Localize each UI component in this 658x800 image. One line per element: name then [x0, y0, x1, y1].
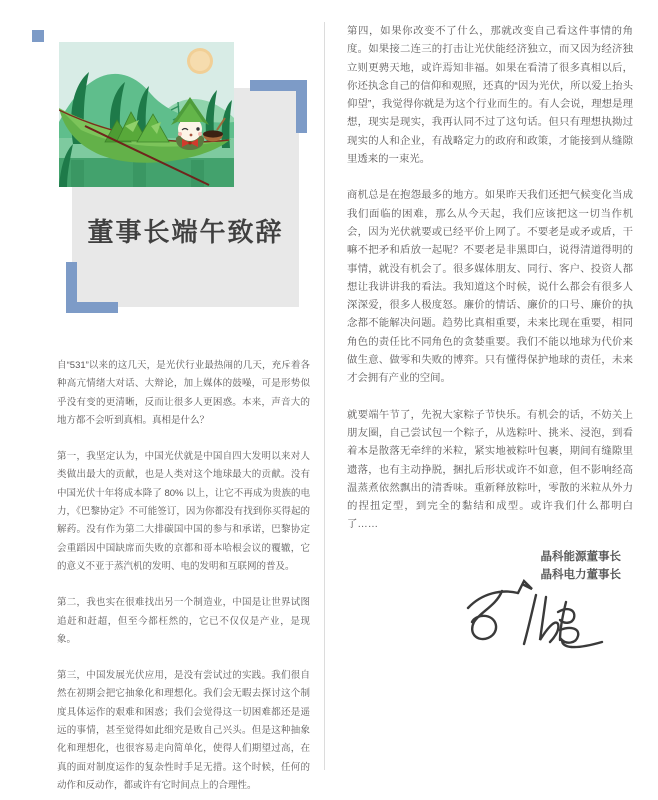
paragraph-third: 第三，中国发展光伏应用，是没有尝试过的实践。我们很自然在初期会把它抽象化和理想化。我们会无暇去探讨这个制度具体运作的艰难和困惑；我们会觉得这一切困难都还是遥远的事情，甚至觉得如此细究是败自己兴头。但是这种抽象化和理想化，也很容易走向简单化，使得人们期望过高，在真的面对制度运作的复杂性时手足无措。这个时候，任何的动作和反动作，都或许有它时间点上的合理性。 — [57, 670, 310, 791]
paragraph-fourth: 第四，如果你改变不了什么，那就改变自己看这件事情的角度。如果接二连三的打击让光伏能经济独立，而又因为经济独立则更骋天地，或许焉知非福。如果在看清了很多真相以后，你还执念自己的信仰和观照，还真的“因为光伏，所以爱上抬头仰望”，我觉得你就是为这个行业而生的。有人会说，理想是理想，现实是现实，我再认同不过了这句话。但只有理想执拗过现实的人和企业，有战略定力的政府和政策，才能接到从缝隙里透来的一束光。 — [347, 26, 633, 166]
paragraph-intro: 自“531”以来的这几天，是光伏行业最热闹的几天，充斥着各种高亢情绪大对话、大辩论，加上媒体的鼓噪，可是形势似乎没有变的更清晰，反而让很多人更困惑。本来，声音大的地方都不会听到真相。真相是什么？ — [57, 360, 310, 426]
accent-square — [32, 30, 44, 42]
paragraph-first: 第一，我坚定认为，中国光伏就是中国自四大发明以来对人类做出最大的贡献，也是人类对这个地球最大的贡献。没有中国光伏十年将成本降了 80% 以上，让它不再成为贵族的电力，《巴黎协定》不可能签订，因为你都没有找到你买得起的解药。没有作为第二大排碳国中国的参与和承诺，巴黎协定会重蹈因中国缺席而失败的京都和哥本哈根会议的覆辙，它的意义不亚于蒸汽机的发明、电的发明和互联网的普及。 — [57, 451, 310, 572]
paragraph-business: 商机总是在抱怨最多的地方。如果昨天我们还把气候变化当成我们面临的困难，那么从今天起，我们应该把这一切当作机会，因为光伏就要或已经平价上网了。不要老是或矛或盾，干嘛不把矛和盾放一起呢？不要老是非黑即白，说得清道得明的事情，就没有机会了。很多媒体朋友、同行、客户、投资人都想让我讲讲我的看法。我知道这个时候，说什么都会有很多人深深爱，很多人极度怒。廉价的情话、廉价的口号、廉价的执念都不能解决问题。趋势比真相重要，未来比现在重要，相同角色的责任比不同角色的贪婪重要。我们不能以地球为代价来做生意、做零和失败的博弈。只有懂得保护地球的责任，未来才会拥有产业的空间。 — [347, 190, 633, 385]
corner-bracket-bottom-left — [66, 302, 118, 313]
right-text-column — [347, 23, 633, 553]
column-divider — [324, 22, 325, 770]
signature-title-energy: 晶科能源董事长 — [540, 551, 621, 563]
handwritten-signature — [462, 578, 607, 653]
sun-icon — [187, 48, 213, 74]
left-text-column — [57, 357, 310, 800]
signature-title-power: 晶科电力董事长 — [540, 568, 621, 581]
paragraph-festival: 就要端午节了，先祝大家粽子节快乐。有机会的话，不妨关上朋友圈，自己尝试包一个粽子，从选粽叶、挑米、浸泡，到看着本是散落无牵绊的米粒，紧实地被粽叶包裹，期间有缝隙里遗落，也有主动挣脱，捆扎后形状或许不如意，但不影响经高温蒸煮依然飘出的清香味。重新释放粽叶，零散的米粒从外力的捏扭定型，到完全的黏结和成型。或许我们什么都明白了…… — [347, 409, 633, 531]
dragon-boat-illustration — [59, 42, 234, 187]
page-title: 董事长端午致辞 — [87, 217, 284, 247]
corner-bracket-top-right — [296, 80, 307, 133]
paragraph-second: 第二，我也实在很难找出另一个制造业，中国是让世界试图追赶和赶超，但至今都枉然的，它已不仅仅是产业，是现象。 — [57, 597, 310, 645]
